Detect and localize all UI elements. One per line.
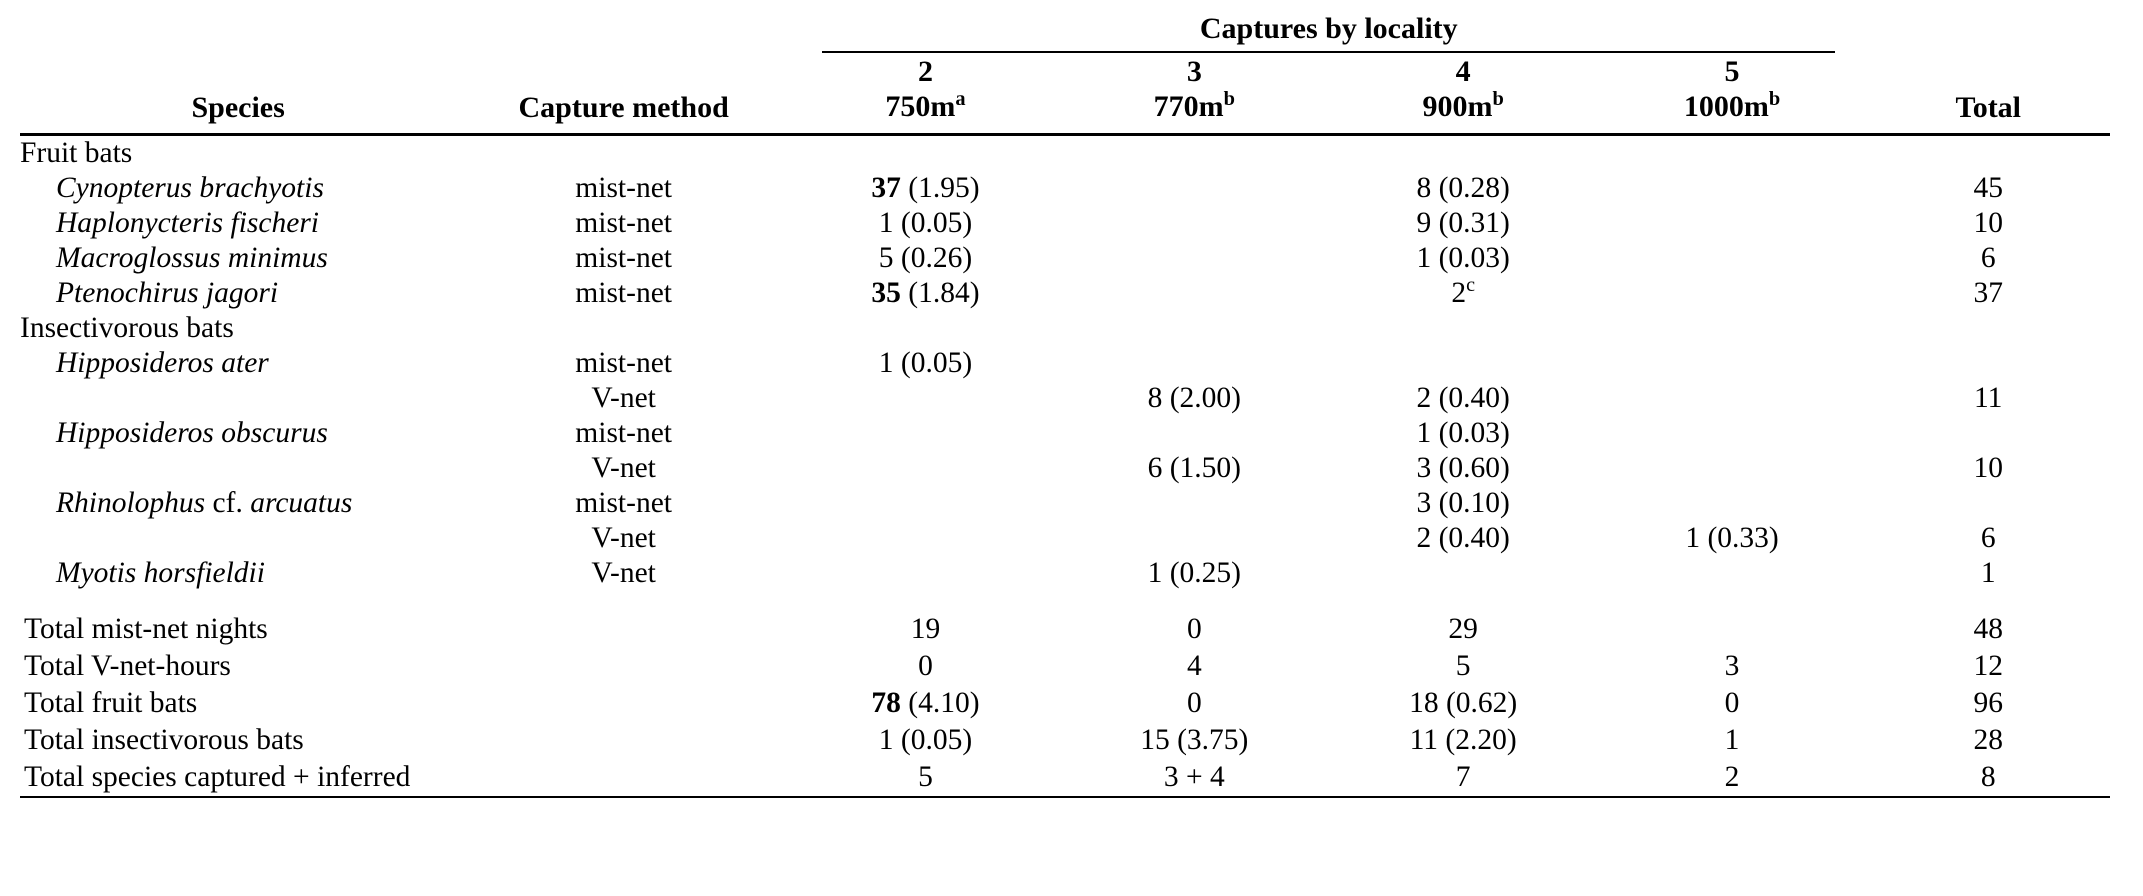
- header-locality-5-elevation: $1000m^b$: [1683, 88, 1781, 124]
- group-header-spacer-method: [456, 8, 791, 48]
- totals-label: Total V-net-hours: [24, 649, 231, 682]
- total-cell: 45: [1973, 171, 2003, 204]
- locality-3-cell: [1060, 171, 1329, 206]
- header-locality-3: [1060, 54, 1329, 134]
- locality-5-cell: [1598, 556, 1867, 591]
- capture-method-cell: mist-net: [575, 346, 672, 379]
- locality-4-cell: 9 (0.31): [1416, 206, 1510, 239]
- bottom-rule-cell: [1598, 797, 1867, 800]
- locality-4-cell: 2 (0.40): [1416, 381, 1510, 414]
- bottom-rule-cell: [456, 797, 791, 800]
- section-header-row: [20, 311, 2110, 346]
- totals-total-cell: 12: [1973, 649, 2003, 682]
- table-row: [20, 206, 2110, 241]
- totals-locality-5-cell: 0: [1724, 686, 1740, 719]
- totals-total-cell: 48: [1973, 612, 2003, 645]
- total-cell: 6: [1980, 241, 1996, 274]
- bottom-rule-cell: [1060, 797, 1329, 800]
- locality-4-cell: 8 (0.28): [1416, 171, 1510, 204]
- header-locality-2: [791, 54, 1060, 134]
- totals-total-cell: 28: [1973, 723, 2003, 756]
- locality-2-cell: [791, 556, 1060, 591]
- section-header-spacer: [456, 134, 791, 171]
- section-header-spacer: [791, 311, 1060, 346]
- capture-method-cell: mist-net: [575, 416, 672, 449]
- spacer-cell: [1598, 591, 1867, 611]
- capture-method-cell: V-net: [591, 521, 656, 554]
- section-header-spacer: [456, 311, 791, 346]
- totals-locality-4-cell: 11 (2.20): [1409, 723, 1517, 756]
- locality-3-cell: [1060, 241, 1329, 276]
- totals-locality-4-cell: 5: [1455, 649, 1471, 682]
- capture-method-cell: V-net: [591, 556, 656, 589]
- spacer-cell: [1060, 591, 1329, 611]
- spacer-cell: [1329, 591, 1598, 611]
- capture-method-cell: mist-net: [575, 486, 672, 519]
- capture-method-cell: mist-net: [575, 241, 672, 274]
- total-cell: 1: [1980, 556, 1996, 589]
- totals-row: [20, 722, 2110, 759]
- table-head: [20, 8, 2110, 134]
- totals-method-spacer: [456, 722, 791, 759]
- table-row: [20, 416, 2110, 451]
- total-cell: 10: [1973, 451, 2003, 484]
- locality-2-cell: [791, 381, 1060, 416]
- locality-3-cell: [1060, 346, 1329, 381]
- totals-label: Total mist-net nights: [24, 612, 268, 645]
- locality-5-cell: [1598, 206, 1867, 241]
- header-locality-5-number: 5: [1724, 55, 1740, 88]
- spacer-cell: [1866, 591, 2110, 611]
- locality-5-cell: [1598, 276, 1867, 311]
- section-header-spacer: [791, 134, 1060, 171]
- locality-5-cell: [1598, 451, 1867, 486]
- capture-method-cell: mist-net: [575, 171, 672, 204]
- locality-2-cell: 35 (1.84): [871, 276, 980, 309]
- section-title: Insectivorous bats: [20, 311, 234, 344]
- totals-row: [20, 685, 2110, 722]
- totals-total-cell: 8: [1980, 760, 1996, 793]
- totals-locality-5-cell: [1598, 611, 1867, 648]
- header-locality-2-number: 2: [917, 55, 933, 88]
- locality-2-cell: [791, 451, 1060, 486]
- bottom-rule-row: [20, 797, 2110, 800]
- totals-locality-4-cell: 29: [1448, 612, 1478, 645]
- header-locality-3-number: 3: [1186, 55, 1202, 88]
- locality-5-cell: [1598, 171, 1867, 206]
- totals-row: [20, 759, 2110, 797]
- locality-3-cell: 8 (2.00): [1147, 381, 1242, 414]
- totals-method-spacer: [456, 648, 791, 685]
- total-cell: [1866, 416, 2110, 451]
- totals-row: [20, 611, 2110, 648]
- table-page: [0, 8, 2143, 896]
- locality-5-cell: [1598, 486, 1867, 521]
- totals-locality-3-cell: 0: [1186, 612, 1202, 645]
- totals-locality-2-cell: 0: [918, 649, 933, 682]
- section-header-spacer: [1866, 311, 2110, 346]
- section-header-spacer: [1060, 134, 1329, 171]
- locality-4-cell: 2$^c$: [1451, 273, 1475, 309]
- table-row: [20, 521, 2110, 556]
- totals-locality-3-cell: 4: [1186, 649, 1202, 682]
- header-total: Total: [1866, 54, 2110, 134]
- group-header-captures-by-locality: Captures by locality: [1199, 12, 1458, 45]
- captures-table: [20, 8, 2110, 800]
- capture-method-cell: mist-net: [575, 276, 672, 309]
- totals-locality-5-cell: 3: [1724, 649, 1740, 682]
- header-locality-4-elevation: $900m^b$: [1422, 88, 1504, 124]
- table-row: [20, 276, 2110, 311]
- totals-row: [20, 648, 2110, 685]
- species-cell: Hipposideros ater: [56, 346, 269, 379]
- locality-4-cell: 1 (0.03): [1416, 241, 1510, 274]
- species-cell: [20, 381, 456, 416]
- section-header-spacer: [1598, 311, 1867, 346]
- locality-5-cell: [1598, 346, 1867, 381]
- totals-locality-4-cell: 7: [1455, 760, 1471, 793]
- totals-total-cell: 96: [1973, 686, 2003, 719]
- table-row: [20, 451, 2110, 486]
- totals-locality-5-cell: 1: [1724, 723, 1740, 756]
- table-row: [20, 486, 2110, 521]
- section-title: Fruit bats: [20, 134, 456, 171]
- capture-method-cell: V-net: [591, 451, 656, 484]
- totals-locality-2-cell: 1 (0.05): [878, 723, 973, 756]
- spacer-cell: [791, 591, 1060, 611]
- total-cell: 6: [1980, 521, 1996, 554]
- total-cell: [1866, 486, 2110, 521]
- table-row: [20, 556, 2110, 591]
- total-cell: 11: [1974, 381, 2003, 414]
- locality-3-cell: 6 (1.50): [1147, 451, 1242, 484]
- locality-4-cell: 3 (0.10): [1416, 486, 1510, 519]
- totals-label: Total species captured + inferred: [24, 760, 411, 793]
- locality-3-cell: [1060, 276, 1329, 311]
- section-header-spacer: [1329, 311, 1598, 346]
- table-row: [20, 381, 2110, 416]
- locality-2-cell: 5 (0.26): [878, 241, 973, 274]
- locality-4-cell: 2 (0.40): [1416, 521, 1510, 554]
- locality-4-cell: [1329, 556, 1598, 591]
- section-header-spacer: [1866, 134, 2110, 171]
- locality-5-cell: [1598, 241, 1867, 276]
- species-cell: Haplonycteris fischeri: [56, 206, 319, 239]
- bottom-rule-cell: [1866, 797, 2110, 800]
- species-cell: [20, 451, 456, 486]
- species-cell: Hipposideros obscurus: [56, 416, 328, 449]
- locality-3-cell: [1060, 521, 1329, 556]
- bottom-rule-cell: [1329, 797, 1598, 800]
- locality-4-cell: [1329, 346, 1598, 381]
- total-cell: 37: [1973, 276, 2003, 309]
- species-cell: Macroglossus minimus: [56, 241, 328, 274]
- totals-locality-5-cell: 2: [1724, 760, 1740, 793]
- totals-locality-3-cell: 0: [1186, 686, 1202, 719]
- header-locality-5: [1598, 54, 1867, 134]
- section-header-row: [20, 134, 2110, 171]
- locality-3-cell: [1060, 206, 1329, 241]
- totals-method-spacer: [456, 759, 791, 797]
- totals-spacer-row: [20, 591, 2110, 611]
- capture-method-cell: mist-net: [575, 206, 672, 239]
- locality-2-cell: 37 (1.95): [871, 171, 980, 204]
- species-cell: Rhinolophus cf. arcuatus: [56, 486, 353, 519]
- table-row: [20, 346, 2110, 381]
- group-header-spacer-species: [20, 8, 456, 48]
- locality-3-cell: 1 (0.25): [1147, 556, 1242, 589]
- table-row: [20, 171, 2110, 206]
- spacer-cell: [20, 591, 456, 611]
- species-cell: [20, 521, 456, 556]
- header-species: Species: [20, 54, 456, 134]
- totals-locality-2-cell: 19: [910, 612, 941, 645]
- column-header-row: [20, 54, 2110, 134]
- locality-5-cell: [1598, 381, 1867, 416]
- species-cell: Cynopterus brachyotis: [56, 171, 324, 204]
- locality-4-cell: 1 (0.03): [1416, 416, 1510, 449]
- totals-locality-2-cell: 78 (4.10): [871, 686, 980, 719]
- capture-method-cell: V-net: [591, 381, 656, 414]
- totals-label: Total insectivorous bats: [24, 723, 304, 756]
- totals-locality-2-cell: 5: [918, 760, 933, 793]
- total-cell: [1866, 346, 2110, 381]
- bottom-rule-cell: [20, 797, 456, 800]
- locality-5-cell: [1598, 416, 1867, 451]
- totals-locality-3-cell: 3 + 4: [1163, 760, 1225, 793]
- locality-2-cell: [791, 416, 1060, 451]
- totals-method-spacer: [456, 611, 791, 648]
- table-body: [20, 134, 2110, 800]
- header-locality-2-elevation: $750m^a$: [885, 88, 966, 124]
- locality-2-cell: [791, 521, 1060, 556]
- section-header-spacer: [1329, 134, 1598, 171]
- bottom-rule-cell: [791, 797, 1060, 800]
- total-cell: 10: [1973, 206, 2003, 239]
- locality-4-cell: 3 (0.60): [1416, 451, 1510, 484]
- spacer-cell: [456, 591, 791, 611]
- locality-2-cell: 1 (0.05): [878, 346, 973, 379]
- totals-locality-4-cell: 18 (0.62): [1409, 686, 1518, 719]
- locality-2-cell: 1 (0.05): [878, 206, 973, 239]
- locality-2-cell: [791, 486, 1060, 521]
- section-header-spacer: [1598, 134, 1867, 171]
- species-cell: Ptenochirus jagori: [56, 276, 279, 309]
- species-cell: Myotis horsfieldii: [56, 556, 265, 589]
- header-locality-4-number: 4: [1455, 55, 1471, 88]
- section-header-spacer: [1060, 311, 1329, 346]
- locality-5-cell: 1 (0.33): [1685, 521, 1779, 554]
- group-header-row: [20, 8, 2110, 48]
- locality-3-cell: [1060, 416, 1329, 451]
- totals-locality-3-cell: 15 (3.75): [1140, 723, 1249, 756]
- header-locality-3-elevation: $770m^b$: [1153, 88, 1235, 124]
- header-capture-method: Capture method: [456, 54, 791, 134]
- totals-method-spacer: [456, 685, 791, 722]
- group-header-spacer-total: [1866, 8, 2110, 48]
- totals-label: Total fruit bats: [24, 686, 198, 719]
- header-locality-4: [1329, 54, 1598, 134]
- locality-3-cell: [1060, 486, 1329, 521]
- table-row: [20, 241, 2110, 276]
